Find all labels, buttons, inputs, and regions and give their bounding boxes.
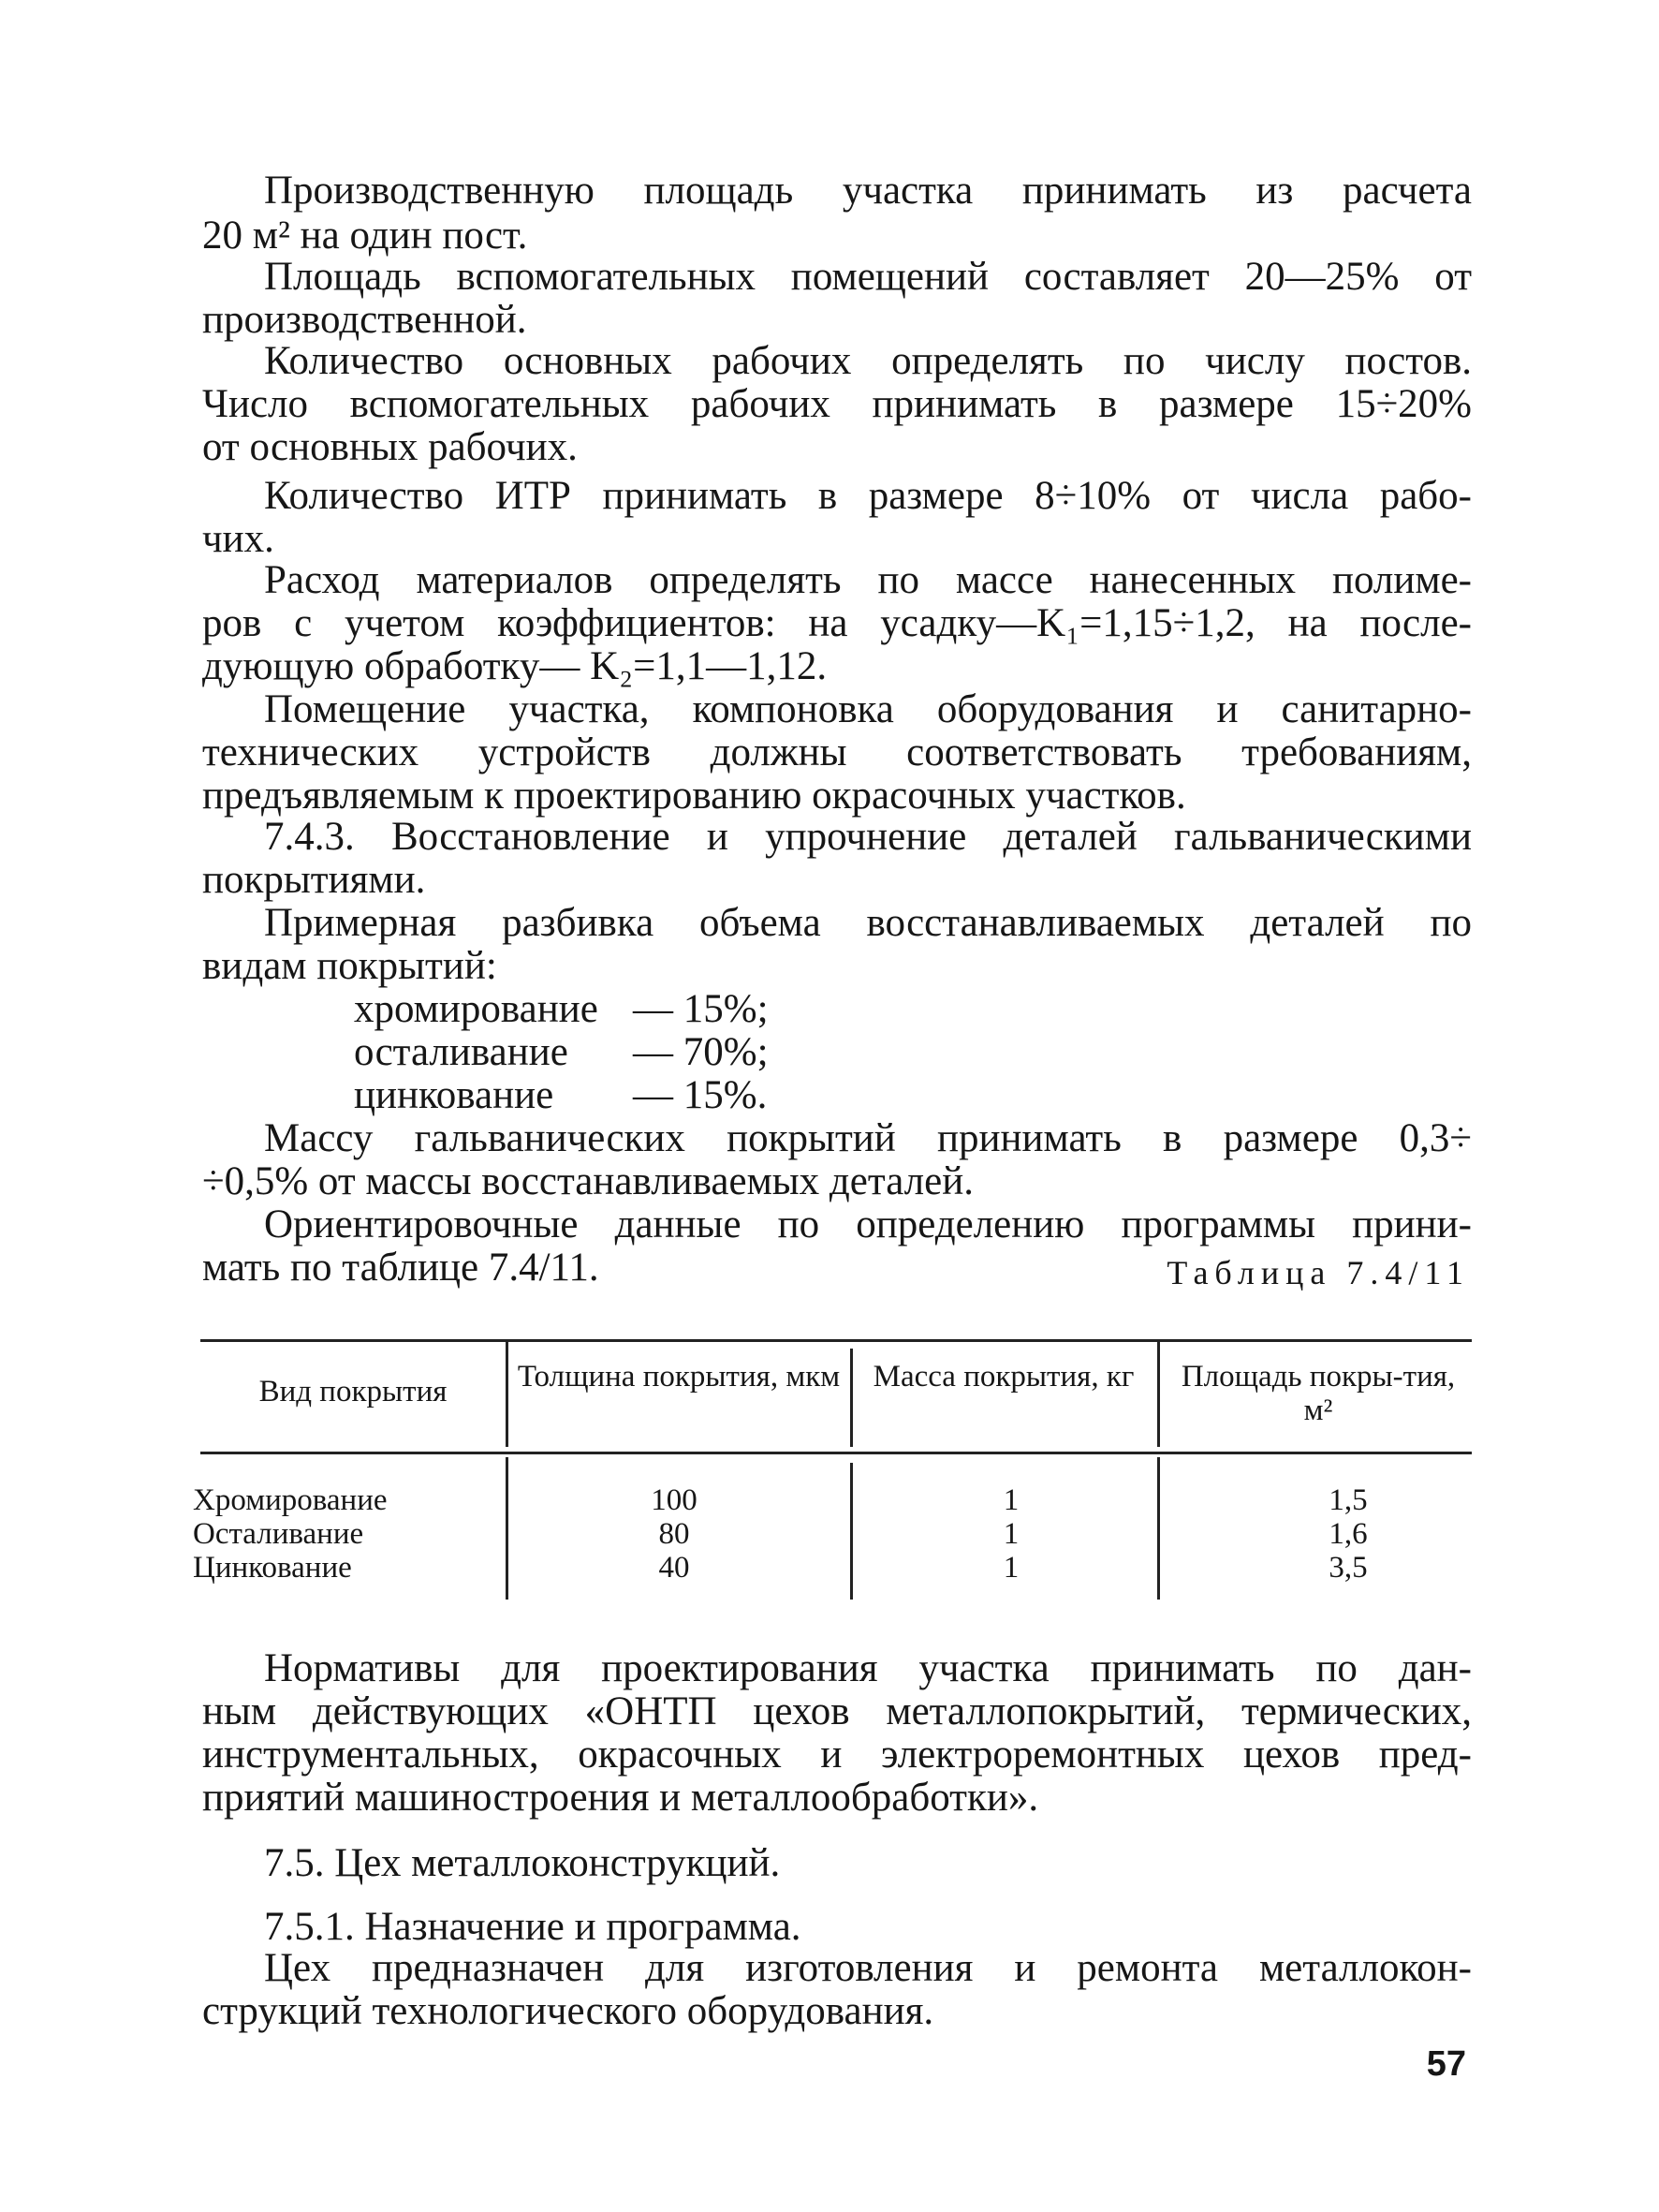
column-header: Толщина покрытия, мкм: [517, 1360, 841, 1394]
text-line: Нормативы для проектирования участка принимать по дан-: [264, 1646, 1472, 1690]
text-line: технических устройств должны соответствовать требованиям,: [202, 730, 1472, 774]
table-cell: 3,5: [1329, 1551, 1368, 1585]
table-cell: 80: [658, 1517, 690, 1551]
table-cell: 1,6: [1329, 1517, 1368, 1551]
text-line: предъявляемым к проектированию окрасочных участков.: [202, 774, 1186, 818]
list-item: хромирование: [354, 987, 598, 1031]
list-item-value: — 15%;: [633, 987, 769, 1031]
text-line: приятий машиностроения и металлообработки».: [202, 1776, 1039, 1820]
list-item: осталивание: [354, 1030, 568, 1074]
column-header: Площадь покры-тия, м²: [1181, 1360, 1456, 1427]
table-column-mass: [964, 1483, 1058, 1585]
text-line: Производственную площадь участка принимать из расчета: [264, 169, 1472, 213]
column-header: Масса покрытия, кг: [873, 1360, 1135, 1394]
text-line: струкций технологического оборудования.: [202, 1989, 934, 2033]
text-line: ным действующих «ОНТП цехов металлопокрытий, термических,: [202, 1689, 1472, 1733]
table-cell: Хромирование: [193, 1483, 388, 1517]
page-number: 57: [1426, 2044, 1466, 2084]
table-cell: Цинкование: [193, 1551, 352, 1585]
text-line: Ориентировочные данные по определению программы прини-: [264, 1202, 1472, 1246]
text-line: Количество ИТР принимать в размере 8÷10% от числа рабо-: [264, 474, 1472, 518]
text-line: ров с учетом коэффициентов: на усадку—K₁=1,15÷1,2, на после-: [202, 601, 1472, 645]
text-line: Расход материалов определять по массе нанесенных полиме-: [264, 558, 1472, 602]
text-line: Помещение участка, компоновка оборудования и санитарно-: [264, 687, 1472, 731]
text-line: Количество основных рабочих определять по числу постов.: [264, 339, 1472, 383]
text-line: дующую обработку— K₂=1,1—1,12.: [202, 644, 828, 688]
table-column-type: [193, 1483, 502, 1585]
section-heading-7-5: 7.5. Цех металлоконструкций.: [264, 1841, 781, 1885]
list-item-value: — 15%.: [633, 1073, 768, 1117]
table-cell: 40: [658, 1551, 690, 1585]
table-cell: 1: [1003, 1483, 1020, 1517]
text-line: Число вспомогательных рабочих принимать в размере 15÷20%: [202, 382, 1472, 426]
list-item: цинкование: [354, 1073, 554, 1117]
table-cell: 1: [1003, 1517, 1020, 1551]
text-line: Площадь вспомогательных помещений составляет 20—25% от: [264, 255, 1472, 299]
text-line: чих.: [202, 517, 274, 561]
text-line: 20 м² на один пост.: [202, 214, 528, 258]
section-heading-7-5-1: 7.5.1. Назначение и программа.: [264, 1905, 801, 1949]
text-line: Массу гальванических покрытий принимать в размере 0,3÷: [264, 1116, 1472, 1160]
table-cell: Осталивание: [193, 1517, 364, 1551]
table-cell: 1: [1003, 1551, 1020, 1585]
text-line: инструментальных, окрасочных и электроремонтных цехов пред-: [202, 1733, 1472, 1777]
table-column-area: [1292, 1483, 1404, 1585]
table-column-thickness: [599, 1483, 749, 1585]
text-line: Примерная разбивка объема восстанавливаемых деталей по: [264, 901, 1472, 945]
text-line: видам покрытий:: [202, 944, 497, 988]
text-line: Цех предназначен для изготовления и ремонта металлокон-: [264, 1946, 1472, 1990]
text-line: от основных рабочих.: [202, 425, 578, 469]
table-cell: 100: [651, 1483, 697, 1517]
list-item-value: — 70%;: [633, 1030, 769, 1074]
table-cell: 1,5: [1329, 1483, 1368, 1517]
column-header: Вид покрытия: [258, 1375, 448, 1408]
text-line: покрытиями.: [202, 858, 426, 902]
section-heading-7-4-3: 7.4.3. Восстановление и упрочнение деталей гальваническими: [264, 815, 1472, 859]
text-line: ÷0,5% от массы восстанавливаемых деталей.: [202, 1159, 974, 1203]
table-caption: Таблица 7.4/11: [1167, 1254, 1470, 1291]
text-line: производственной.: [202, 298, 527, 342]
text-line: мать по таблице 7.4/11.: [202, 1246, 599, 1290]
